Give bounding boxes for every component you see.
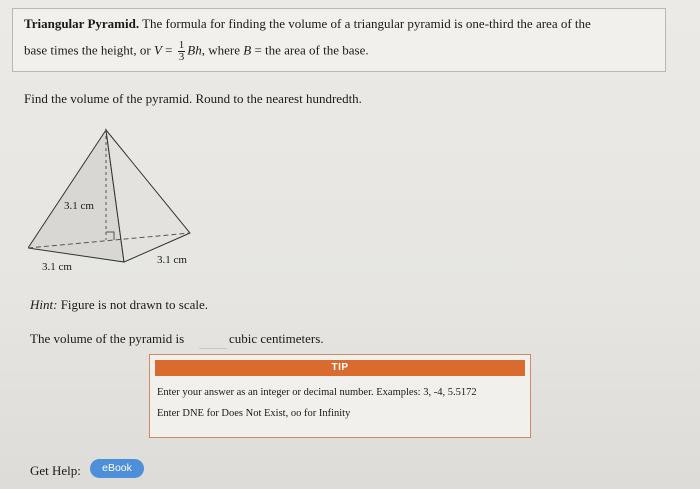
pyramid-figure xyxy=(28,128,198,278)
tip-header: TIP xyxy=(155,360,525,376)
problem-title: Triangular Pyramid. xyxy=(24,16,140,31)
base-left-label: 3.1 cm xyxy=(42,261,72,273)
tip-box xyxy=(149,354,531,438)
problem-line-2: base times the height, or V = $\frac{1}{3}$ Bh, where B = the area of the base. xyxy=(24,39,369,63)
instruction-text: Find the volume of the pyramid. Round to the nearest hundredth. xyxy=(24,91,362,106)
tip-line-1: Enter your answer as an integer or decimal number. Examples: 3, -4, 5.5172 xyxy=(157,387,477,398)
hint-text: Figure is not drawn to scale. xyxy=(57,297,209,312)
one-third-fraction: $\frac{1}{3}$ xyxy=(178,39,185,63)
ebook-button[interactable]: eBook xyxy=(90,459,144,478)
problem-line-1: Triangular Pyramid. The formula for finding the volume of a triangular pyramid is one-third the area of the xyxy=(24,16,591,31)
answer-prompt: The volume of the pyramid is xyxy=(30,331,185,346)
base-right-label: 3.1 cm xyxy=(157,254,187,266)
volume-answer-input[interactable] xyxy=(199,328,227,349)
answer-units: cubic centimeters. xyxy=(229,331,324,346)
height-label: 3.1 cm xyxy=(64,200,94,212)
hint-label: Hint: xyxy=(30,297,58,312)
tip-line-2: Enter DNE for Does Not Exist, oo for Infinity xyxy=(157,408,351,419)
get-help-label: Get Help: xyxy=(30,463,81,478)
hint xyxy=(30,297,208,313)
